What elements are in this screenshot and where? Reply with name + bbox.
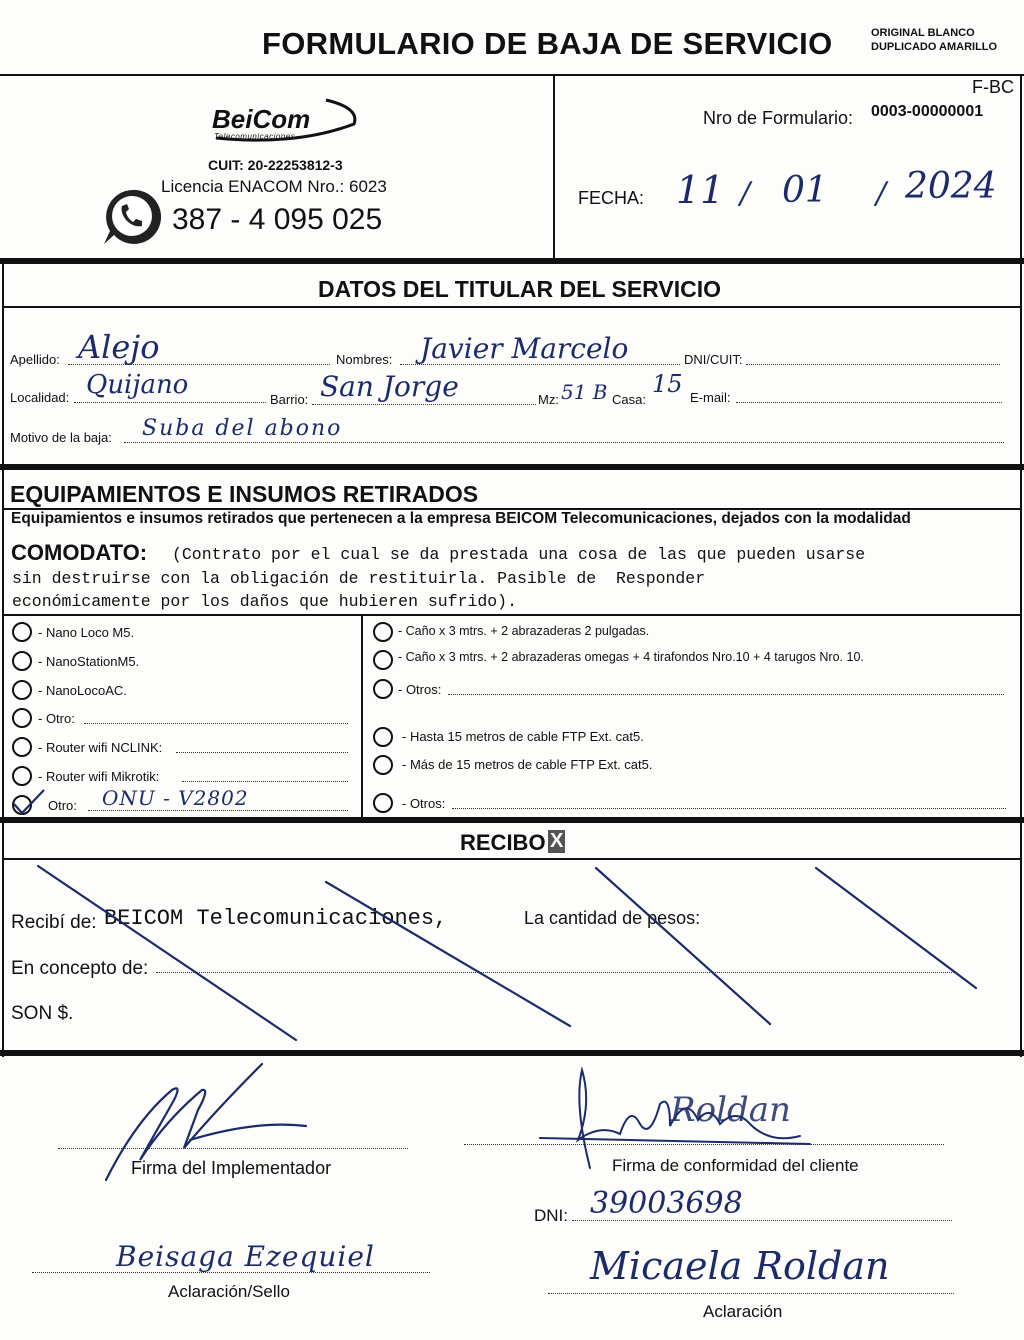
casa-label: Casa:	[612, 392, 646, 407]
son-label: SON $.	[11, 1003, 74, 1024]
page-title: FORMULARIO DE BAJA DE SERVICIO	[262, 26, 833, 61]
motivo-value[interactable]: Suba del abono	[142, 416, 343, 441]
item-label: - Otros:	[398, 682, 442, 697]
equipment-left-border	[2, 468, 4, 818]
date-year: 2024	[905, 166, 997, 207]
motivo-label: Motivo de la baja:	[10, 430, 112, 445]
company-logo	[206, 94, 362, 144]
other-equipment-value[interactable]: ONU - V2802	[102, 786, 249, 810]
header-right-border	[1020, 76, 1022, 258]
date-label: FECHA:	[578, 188, 645, 208]
email-label: E-mail:	[690, 390, 731, 405]
item-label: - Caño x 3 mtrs. + 2 abrazaderas 2 pulgadas.	[398, 624, 650, 638]
holder-top-border	[0, 258, 1024, 264]
item-label: - Nano Loco M5.	[38, 625, 135, 640]
apellido-value[interactable]: Alejo	[78, 328, 160, 366]
header-top-border	[0, 74, 1024, 76]
item-checkbox[interactable]	[12, 680, 32, 700]
item-label: - Hasta 15 metros de cable FTP Ext. cat5.	[402, 729, 644, 744]
company-phone: 387 - 4 095 025	[172, 203, 383, 236]
dni-cuit-label: DNI/CUIT:	[684, 352, 743, 367]
cantidad-label: La cantidad de pesos:	[524, 908, 701, 928]
client-signature-text: Roldan	[670, 1090, 791, 1130]
item-checkbox[interactable]	[373, 622, 393, 642]
item-label: - Router wifi NCLINK:	[38, 740, 163, 755]
date-day: 11	[676, 168, 725, 212]
client-name[interactable]: Micaela Roldan	[590, 1244, 890, 1288]
aclaracion-label: Aclaración	[703, 1302, 783, 1321]
date-month: 01	[782, 170, 828, 211]
form-number-label: Nro de Formulario:	[703, 108, 854, 128]
item-label: - Otro:	[38, 711, 75, 726]
implementer-name[interactable]: Beisaga Ezequiel	[116, 1240, 375, 1273]
recibi-label: Recibí de:	[11, 912, 97, 933]
date-sep-1: /	[740, 176, 751, 211]
logo-subtitle: Telecomunicaciones	[214, 132, 296, 141]
item-label: Otro:	[48, 798, 77, 813]
dni-value[interactable]: 39003698	[590, 1186, 743, 1221]
item-checkbox[interactable]	[12, 737, 32, 757]
item-checkbox[interactable]	[12, 766, 32, 786]
whatsapp-icon	[100, 186, 164, 248]
date-sep-2: /	[876, 176, 887, 211]
item-label: - NanoStationM5.	[38, 654, 140, 669]
equipment-intro: Equipamientos e insumos retirados que pertenecen a la empresa BEICOM Telecomunicaciones, dejados con la modalidad	[11, 510, 911, 527]
apellido-label: Apellido:	[10, 352, 60, 367]
holder-left-border	[2, 262, 4, 466]
logo-text: BeiCom	[212, 104, 311, 134]
item-checkbox[interactable]	[373, 650, 393, 670]
item-checkbox[interactable]	[373, 793, 393, 813]
company-license: Licencia ENACOM Nro.: 6023	[161, 177, 387, 196]
item-label: - Router wifi Mikrotik:	[38, 769, 160, 784]
receipt-cancel-strokes	[0, 858, 1024, 1054]
form-code: F-BC	[972, 77, 1014, 97]
check-mark-icon	[10, 788, 46, 816]
form-number: 0003-00000001	[871, 103, 984, 120]
item-checkbox[interactable]	[12, 622, 32, 642]
mz-label: Mz:	[538, 392, 559, 407]
nombres-label: Nombres:	[336, 352, 393, 367]
comodato-text-1: (Contrato por el cual se da prestada una cosa de las que pueden usarse	[172, 545, 866, 564]
localidad-value[interactable]: Quijano	[86, 370, 189, 400]
holder-title-underline	[2, 306, 1022, 308]
item-checkbox[interactable]	[373, 755, 393, 775]
receipt-section-title: RECIBO	[460, 830, 546, 855]
casa-value[interactable]: 15	[652, 370, 683, 398]
item-label: - Otros:	[402, 796, 446, 811]
item-label: - Más de 15 metros de cable FTP Ext. cat5.	[402, 757, 653, 772]
dni-label: DNI:	[534, 1206, 568, 1225]
company-cuit: CUIT: 20-22253812-3	[208, 157, 343, 173]
barrio-value[interactable]: San Jorge	[320, 370, 459, 403]
receipt-mark: X	[550, 830, 564, 852]
barrio-label: Barrio:	[270, 392, 309, 407]
item-checkbox[interactable]	[12, 708, 32, 728]
comodato-text-3: económicamente por los daños que hubieren sufrido).	[12, 592, 517, 611]
item-label: - Caño x 3 mtrs. + 2 abrazaderas omegas + 4 tirafondos Nro.10 + 4 tarugos Nro. 10.	[398, 650, 864, 664]
holder-right-border	[1020, 262, 1022, 466]
nombres-value[interactable]: Javier Marcelo	[420, 332, 629, 365]
item-label: - NanoLocoAC.	[38, 683, 127, 698]
item-checkbox[interactable]	[373, 679, 393, 699]
header-divider	[553, 76, 555, 258]
items-divider	[361, 616, 363, 818]
comodato-text-2: sin destruirse con la obligación de restituirla. Pasible de Responder	[12, 569, 706, 588]
holder-section-title: DATOS DEL TITULAR DEL SERVICIO	[318, 276, 721, 302]
receipt-top-border	[0, 817, 1024, 823]
equipment-top-border	[0, 464, 1024, 470]
recibi-value: BEICOM Telecomunicaciones,	[104, 906, 448, 931]
implementer-signature-label: Firma del Implementador	[131, 1158, 332, 1178]
mz-value[interactable]: 51 B	[561, 380, 608, 404]
copy-note-duplicate: DUPLICADO AMARILLO	[871, 41, 998, 53]
equipment-right-border	[1020, 468, 1022, 818]
aclaracion-sello-label: Aclaración/Sello	[168, 1282, 290, 1301]
concepto-label: En concepto de:	[11, 958, 149, 979]
client-signature-label: Firma de conformidad del cliente	[612, 1156, 859, 1175]
items-top-border	[2, 614, 1022, 616]
comodato-label: COMODATO:	[11, 540, 148, 565]
item-checkbox[interactable]	[12, 651, 32, 671]
item-checkbox[interactable]	[373, 727, 393, 747]
receipt-bottom-border	[0, 1050, 1024, 1056]
copy-note-original: ORIGINAL BLANCO	[871, 27, 975, 39]
localidad-label: Localidad:	[10, 390, 70, 405]
equipment-section-title: EQUIPAMIENTOS E INSUMOS RETIRADOS	[10, 481, 479, 507]
